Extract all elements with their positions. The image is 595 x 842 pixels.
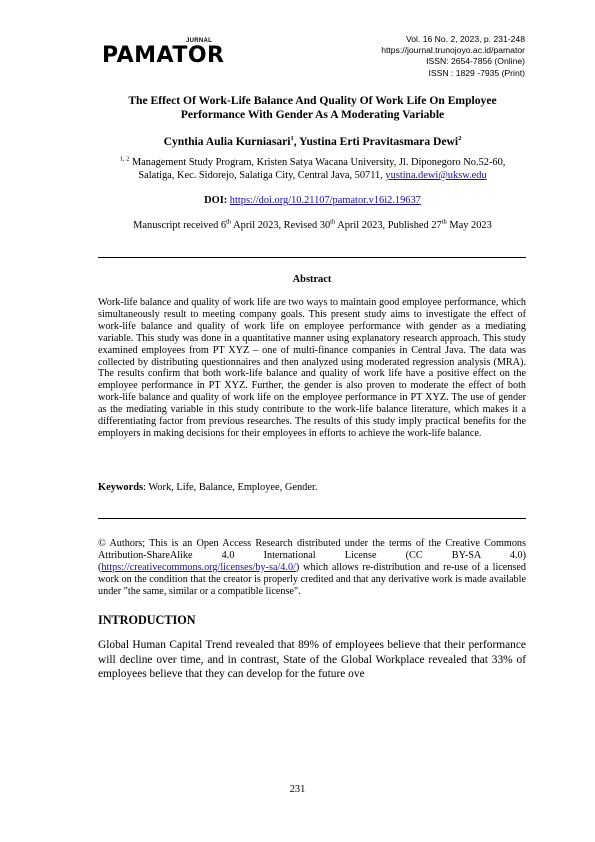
journal-url[interactable]: https://journal.trunojoyo.ac.id/pamator	[381, 45, 525, 56]
journal-issn-online: ISSN: 2654-7856 (Online)	[426, 56, 525, 67]
affiliation-line-2	[70, 169, 555, 182]
email-link[interactable]: yustina.dewi@uksw.edu	[385, 170, 487, 181]
author-separator: ,	[293, 135, 300, 148]
license-text-2: ) which allows re-distribution and re-use of a licensed work on the condition that the creator is properly credited and that any derivative work is made available under "the same, similar or a compatible license".	[98, 561, 526, 597]
doi	[70, 195, 555, 206]
journal-volume: Vol. 16 No. 2, 2023, p. 231-248	[406, 34, 525, 44]
affiliation-line-1	[70, 156, 555, 169]
journal-logo	[102, 38, 225, 72]
introduction-text: Global Human Capital Trend revealed that 89% of employees believe that their performance will decline over time, and in contrast, State of the Global Workplace revealed that 33% of employees believe that they can develop for the future ove	[98, 639, 526, 681]
ordinal-suffix: th	[441, 218, 447, 226]
affiliation	[70, 156, 555, 182]
divider-bottom	[98, 518, 526, 519]
affiliation-line-2-text: Salatiga, Kec. Sidorejo, Salatiga City, Central Java, 50711,	[138, 170, 386, 181]
authors	[70, 135, 555, 148]
paper-title	[70, 94, 555, 122]
abstract-heading: Abstract	[292, 274, 332, 285]
abstract-text: Work-life balance and quality of work life are two ways to maintain good employee performance, which simultaneously result to meeting company goals. This present study aims to investigate the effect of work-life balance and quality of work life on employee performance with gender as a mediating variable. This study was done in a quantitative manner using explanatory research approach. This study examined employees from PT XYZ – one of multi-finance companies in Central Java. The data was collected by distributing questionnaires and then analyzed using moderated regression analysis (MRA). The results confirm that both work-life balance and quality of work life have a positive effect on the employee performance in PT XYZ. Further, the gender is also proven to moderate the effect of both work-life balance and quality of work life on the employee performance in PT XYZ. The use of gender as the mediating variable in this study contribute to the work-life balance literature, which makes it a differentiating factor from previous researches. The results of this study imply practical benefits for the employers in making decisions for their employees in efforts to achieve the work-life balance.	[98, 297, 526, 439]
title-line-2: Performance With Gender As A Moderating Variable	[180, 108, 445, 121]
license-text-1: © Authors; This is an Open Access Research distributed under the terms of the Creative Commons Attribution-ShareAlike 4.0 International License (CC BY-SA 4.0) (	[98, 538, 526, 573]
logo-small-text: JURNAL	[186, 38, 213, 44]
ordinal-suffix: th	[330, 218, 336, 226]
affiliation-marker: 1, 2	[119, 155, 130, 163]
author-1-marker: 1	[290, 135, 294, 143]
manuscript-revised: April 2023, Revised 30	[231, 220, 331, 231]
author-2: Yustina Erti Pravitasmara Dewi	[299, 135, 459, 148]
author-1: Cynthia Aulia Kurniasari	[163, 135, 291, 148]
keywords-text: : Work, Life, Balance, Employee, Gender.	[143, 482, 318, 493]
manuscript-published-month: May 2023	[446, 220, 492, 231]
license-link[interactable]: https://creativecommons.org/licenses/by-sa/4.0/	[101, 561, 296, 573]
keywords	[98, 482, 526, 493]
affiliation-line-1-text: Management Study Program, Kristen Satya Wacana University, Jl. Diponegoro No.52-60,	[129, 157, 506, 168]
introduction-heading: INTRODUCTION	[98, 613, 196, 627]
journal-issn-print: ISSN : 1829 -7935 (Print)	[428, 67, 525, 78]
ordinal-suffix: th	[226, 218, 232, 226]
manuscript-received: Manuscript received 6	[133, 220, 227, 231]
doi-link[interactable]: https://doi.org/10.21107/pamator.v16i2.19637	[229, 195, 421, 206]
logo-name: PAMATOR	[102, 43, 225, 68]
journal-info	[381, 34, 525, 79]
author-2-marker: 2	[458, 135, 462, 143]
manuscript-published: April 2023, Published 27	[335, 220, 442, 231]
divider-top	[98, 257, 526, 258]
page-number: 231	[289, 784, 306, 795]
title-line-1: The Effect Of Work-Life Balance And Quality Of Work Life On Employee	[128, 94, 497, 107]
manuscript-dates	[70, 220, 555, 231]
keywords-label: Keywords	[98, 482, 144, 493]
license-notice	[98, 538, 526, 598]
doi-label: DOI:	[204, 195, 230, 206]
